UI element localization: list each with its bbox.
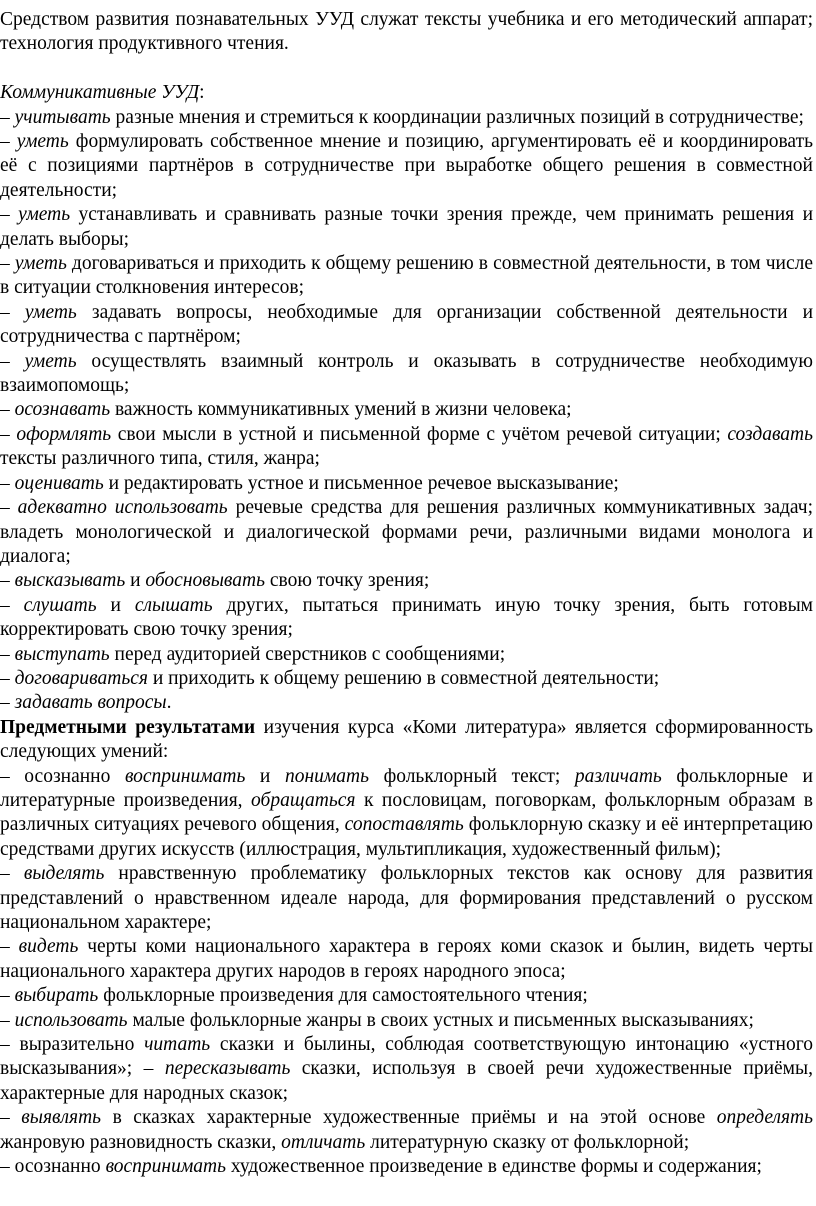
text-run: – (0, 497, 18, 519)
text-run: нравственную проблематику фольклорных текстов как основу для развития представлений о нравственном идеале народа, для формирования представлений о русском национальном характере; (0, 863, 814, 934)
text-run: художественное произведение в единстве формы и содержания; (226, 1156, 762, 1178)
text-run: устанавливать и сравнивать разные точки зрения прежде, чем принимать решения и делать выборы; (0, 204, 813, 250)
text-run: – (0, 204, 19, 226)
list-item (0, 1033, 813, 1106)
text-run: – (0, 667, 15, 689)
text-run: формулировать собственное мнение и позицию, аргументировать её и координировать её с позициями партнёров в сотрудничестве при выработке общего решения в совместной деятельности; (0, 131, 813, 201)
text-run: сказки и былины, соблюдая соответствующую интонацию «устного высказывания»; – (0, 1034, 814, 1080)
text-run: фольклорный текст; (369, 765, 575, 787)
text-run: – (0, 399, 15, 421)
text-run: изучения курса «Коми литература» является сформированность следующих умений: (0, 716, 813, 763)
list-item (0, 203, 813, 252)
text-run: – (0, 350, 25, 372)
italic-text: уметь (14, 253, 67, 275)
italic-text: обосновывать (145, 570, 265, 592)
communicative-heading-text: Коммуникативные УУД (0, 82, 200, 104)
list-item (0, 643, 813, 667)
list-item (0, 496, 813, 569)
italic-text: осознавать (14, 399, 111, 421)
italic-text: определять (716, 1107, 814, 1129)
text-run: – (0, 472, 15, 494)
text-run: и (96, 594, 135, 616)
italic-text: задавать вопросы (14, 692, 167, 714)
communicative-heading: Коммуникативные УУД: (0, 82, 205, 104)
text-run: фольклорные произведения для самостоятельного чтения; (98, 985, 588, 1007)
italic-text: оформлять (16, 423, 112, 445)
text-run: задавать вопросы, необходимые для организации собственной деятельности и сотрудничества с партнёром; (0, 301, 814, 348)
text-run: – (0, 1107, 22, 1129)
italic-text: понимать (284, 765, 370, 787)
text-run: – (0, 570, 15, 592)
list-item (0, 716, 813, 765)
text-run: – (0, 985, 15, 1007)
items-list (0, 106, 813, 1180)
italic-text: различать (574, 765, 662, 787)
italic-text: договариваться (14, 667, 148, 689)
text-run: . (166, 692, 172, 714)
italic-text: оценивать (14, 472, 104, 494)
text-run: – (0, 423, 17, 445)
text-run: других, пытаться принимать иную точку зрения, быть готовым корректировать свою точку зрения; (0, 594, 814, 641)
italic-text: создавать (727, 423, 814, 445)
text-run: фольклорные и литературные произведения, (0, 765, 813, 811)
text-run: – (0, 594, 24, 616)
text-run: фольклорную сказку и её интерпретацию средствами других искусств (иллюстрация, мультипликация, художественный фильм); (0, 814, 813, 860)
italic-text: выбирать (14, 985, 99, 1007)
list-item (0, 569, 813, 593)
italic-text: уметь (24, 301, 77, 323)
italic-text: сопоставлять (344, 814, 464, 836)
italic-text: адекватно использовать (17, 497, 228, 519)
text-run: тексты различного типа, стиля, жанра; (0, 448, 320, 470)
italic-text: воспринимать (124, 765, 246, 787)
bold-text: Предметными результатами (0, 716, 256, 738)
italic-text: читать (144, 1034, 211, 1056)
text-run: и приходить к общему решению в совместной деятельности; (147, 667, 660, 689)
italic-text: уметь (18, 204, 71, 226)
text-run: и редактировать устное и письменное речевое высказывание; (103, 472, 619, 494)
list-item (0, 667, 813, 691)
text-run: перед аудиторией сверстников с сообщениями; (109, 643, 506, 665)
italic-text: выделять (23, 863, 105, 885)
list-item (0, 1106, 813, 1155)
list-item (0, 1009, 813, 1033)
text-run: важность коммуникативных умений в жизни человека; (110, 399, 572, 421)
text-run: свою точку зрения; (264, 570, 430, 592)
list-item (0, 252, 813, 301)
text-run: малые фольклорные жанры в своих устных и письменных высказываниях; (127, 1009, 754, 1031)
text-run: жанровую разновидность сказки, (0, 1131, 282, 1153)
list-item (0, 935, 813, 984)
text-run: осуществлять взаимный контроль и оказывать в сотрудничестве необходимую взаимопомощь; (0, 350, 813, 397)
text-run: – (0, 253, 15, 275)
text-run: и (245, 765, 285, 787)
list-item (0, 398, 813, 422)
italic-text: слышать (134, 594, 213, 616)
text-run: договариваться и приходить к общему решению в совместной деятельности, в том числе в ситуации столкновения интересов; (0, 253, 813, 299)
list-item (0, 472, 813, 496)
list-item (0, 594, 813, 643)
text-run: – (0, 863, 24, 885)
text-run: литературную сказку от фольклорной; (365, 1131, 690, 1153)
text-run: – (0, 643, 15, 665)
text-run: речевые средства для решения различных коммуникативных задач; владеть монологической и диалогической формами речи, различными видами монолога и диалога; (0, 497, 813, 567)
list-item (0, 423, 813, 472)
text-run: – осознанно (0, 765, 125, 787)
list-item (0, 691, 813, 715)
italic-text: обращаться (251, 789, 356, 811)
italic-text: видеть (18, 936, 79, 958)
text-run: свои мысли в устной и письменной форме с учётом речевой ситуации; (111, 423, 728, 445)
italic-text: уметь (16, 131, 69, 153)
list-item (0, 350, 813, 399)
text-run: черты коми национального характера в героях коми сказок и былин, видеть черты национального характера других народов в героях народного эпоса; (0, 936, 814, 982)
list-item (0, 862, 813, 935)
text-run: в сказках характерные художественные приёмы и на этой основе (101, 1107, 717, 1129)
intro-paragraph: Средством развития познавательных УУД служат тексты учебника и его методический аппарат; технология продуктивного чтения. (0, 9, 813, 55)
italic-text: уметь (24, 350, 77, 372)
text-run: – (0, 301, 25, 323)
text-run: – осознанно (0, 1156, 106, 1178)
list-item (0, 130, 813, 203)
text-run: – (0, 1009, 15, 1031)
text-run: – выразительно (0, 1034, 145, 1056)
list-item (0, 765, 813, 863)
italic-text: учитывать (14, 106, 111, 128)
italic-text: выявлять (21, 1107, 102, 1129)
italic-text: высказывать (14, 570, 126, 592)
text-run: сказки, используя в своей речи художественные приёмы, характерные для народных сказок; (0, 1058, 814, 1104)
italic-text: выступать (14, 643, 110, 665)
list-item (0, 1155, 813, 1179)
italic-text: отличать (281, 1131, 366, 1153)
text-run: – (0, 106, 15, 128)
list-item (0, 301, 813, 350)
list-item (0, 984, 813, 1008)
text-run: разные мнения и стремиться к координации различных позиций в сотрудничестве; (110, 106, 804, 128)
text-run: – (0, 131, 17, 153)
text-run: – (0, 936, 19, 958)
text-run: к пословицам, поговоркам, фольклорным образам в различных ситуациях речевого общения, (0, 789, 813, 836)
italic-text: пересказывать (164, 1058, 291, 1080)
blank-line (0, 57, 813, 81)
italic-text: использовать (14, 1009, 128, 1031)
text-run: и (125, 570, 146, 592)
text-run: – (0, 692, 15, 714)
list-item (0, 106, 813, 130)
italic-text: воспринимать (105, 1156, 226, 1178)
italic-text: слушать (23, 594, 97, 616)
